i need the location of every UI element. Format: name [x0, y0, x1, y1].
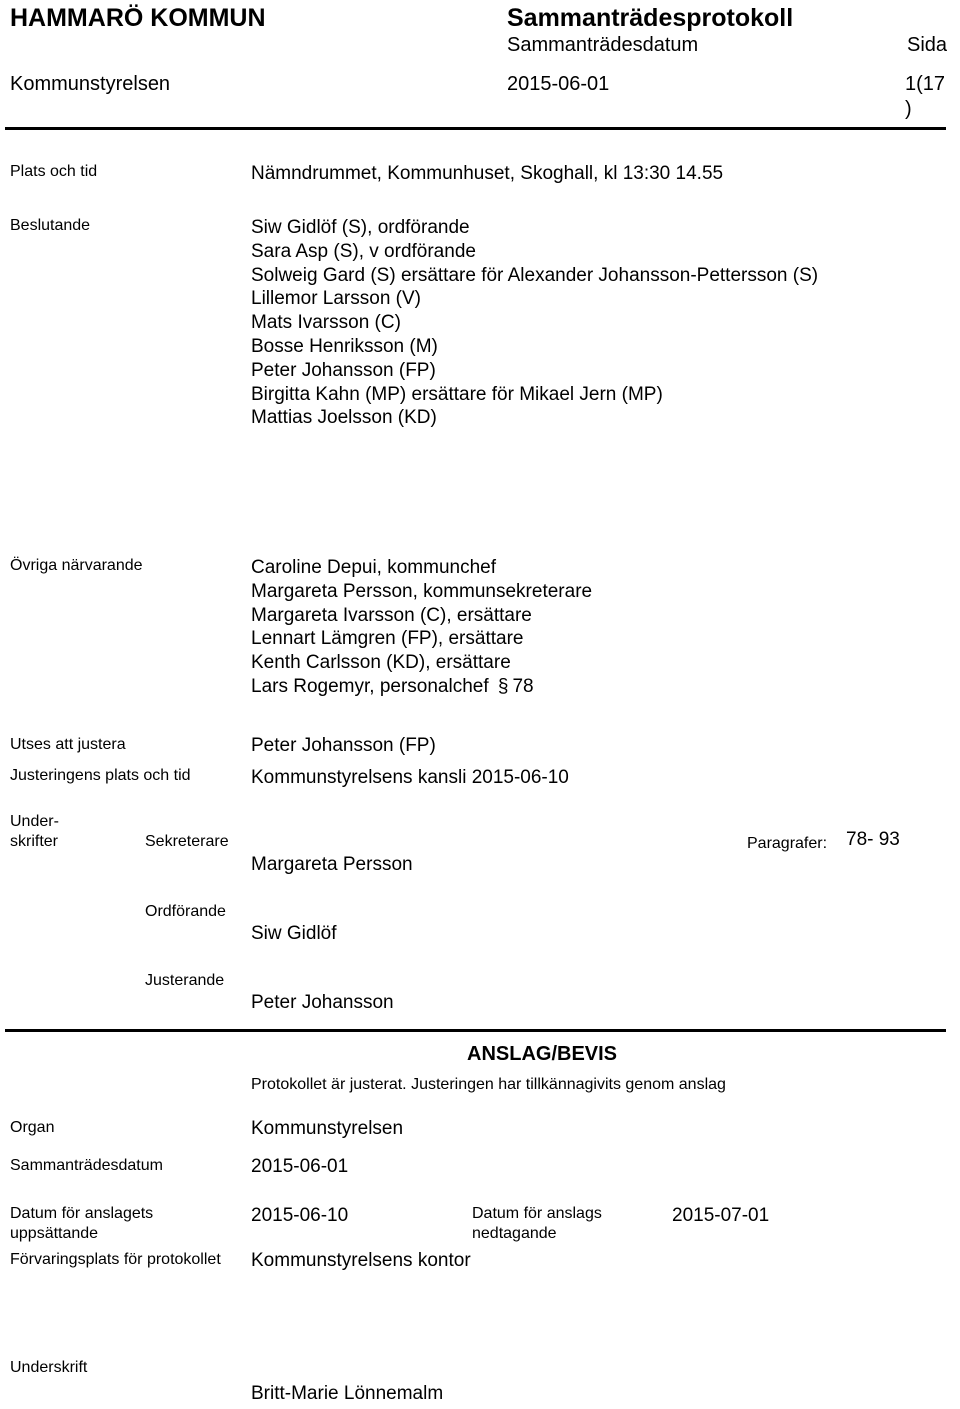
header-page-label: Sida	[907, 34, 948, 56]
list-item: Birgitta Kahn (MP) ersättare för Mikael Jern (MP)	[251, 383, 663, 405]
secretary-name: Margareta Persson	[251, 854, 413, 875]
posted-date-label-line2: uppsättande	[10, 1225, 99, 1242]
list-item: Lennart Lämgren (FP), ersättare	[251, 628, 524, 650]
adjustment-place-label: Justeringens plats och tid	[10, 767, 191, 784]
header-page-number: 1(17	[905, 73, 946, 95]
list-item: Mattias Joelsson (KD)	[251, 407, 437, 429]
deciding-label: Beslutande	[10, 217, 91, 234]
list-item: Lillemor Larsson (V)	[251, 288, 421, 310]
list-item-text: Lars Rogemyr, personalchef	[251, 675, 489, 697]
others-label: Övriga närvarande	[10, 557, 143, 574]
list-item: Caroline Depui, kommunchef	[251, 557, 497, 578]
removed-date-value: 2015-07-01	[672, 1205, 770, 1226]
adjuster-name: Peter Johansson	[251, 992, 394, 1013]
header-date-label: Sammanträdesdatum	[507, 34, 699, 56]
list-item: Margareta Ivarsson (C), ersättare	[251, 604, 532, 626]
list-item: Mats Ivarsson (C)	[251, 312, 401, 334]
place-label: Plats och tid	[10, 163, 98, 180]
list-item: Sara Asp (S), v ordförande	[251, 240, 476, 262]
list-item: Peter Johansson (FP)	[251, 359, 436, 381]
secretary-label: Sekreterare	[145, 833, 229, 850]
signature-name: Britt-Marie Lönnemalm	[251, 1383, 444, 1404]
header-page-number-close: )	[905, 98, 912, 120]
meeting-date-label: Sammanträdesdatum	[10, 1157, 163, 1174]
document-type: Sammanträdesprotokoll	[507, 4, 794, 32]
adjuster-chosen-label: Utses att justera	[10, 736, 126, 753]
organ-label: Organ	[10, 1119, 55, 1136]
notice-title: ANSLAG/BEVIS	[467, 1043, 618, 1065]
list-item: Kenth Carlsson (KD), ersättare	[251, 652, 511, 674]
adjustment-place-value: Kommunstyrelsens kansli 2015-06-10	[251, 767, 569, 788]
signature-label: Underskrift	[10, 1359, 88, 1376]
notice-divider	[5, 1029, 946, 1032]
removed-date-label-line1: Datum för anslags	[472, 1205, 602, 1222]
signatures-label-line2: skrifter	[10, 833, 58, 850]
others-list	[251, 556, 592, 699]
paragraph-sign: §	[497, 675, 509, 697]
header-body: Kommunstyrelsen	[10, 73, 171, 95]
meeting-date-value: 2015-06-01	[251, 1156, 349, 1177]
deciding-list	[251, 216, 818, 430]
list-item	[251, 675, 592, 699]
paragraphs-label: Paragrafer:	[747, 835, 828, 852]
organ-value: Kommunstyrelsen	[251, 1118, 404, 1139]
adjuster-label: Justerande	[145, 972, 225, 989]
place-value: Nämndrummet, Kommunhuset, Skoghall, kl 13:30 14.55	[251, 163, 724, 184]
municipality-name: HAMMARÖ KOMMUN	[10, 4, 266, 32]
list-item: Siw Gidlöf (S), ordförande	[251, 217, 470, 238]
list-item: Bosse Henriksson (M)	[251, 335, 438, 357]
header-date: 2015-06-01	[507, 73, 610, 95]
chair-name: Siw Gidlöf	[251, 923, 337, 944]
posted-date-value: 2015-06-10	[251, 1205, 349, 1226]
adjuster-chosen-value: Peter Johansson (FP)	[251, 735, 436, 756]
removed-date-label-line2: nedtagande	[472, 1225, 557, 1242]
signatures-label-line1: Under-	[10, 813, 59, 830]
paragraphs-value: 78- 93	[846, 829, 900, 850]
posted-date-label-line1: Datum för anslagets	[10, 1205, 154, 1222]
list-item: Solweig Gard (S) ersättare för Alexander Johansson-Pettersson (S)	[251, 264, 819, 286]
list-item: Margareta Persson, kommunsekreterare	[251, 580, 593, 602]
header-divider	[5, 127, 946, 130]
storage-label: Förvaringsplats för protokollet	[10, 1251, 221, 1268]
notice-statement: Protokollet är justerat. Justeringen har tillkännagivits genom anslag	[251, 1076, 726, 1093]
chair-label: Ordförande	[145, 903, 226, 920]
paragraph-number: 78	[512, 675, 534, 697]
storage-value: Kommunstyrelsens kontor	[251, 1250, 471, 1271]
